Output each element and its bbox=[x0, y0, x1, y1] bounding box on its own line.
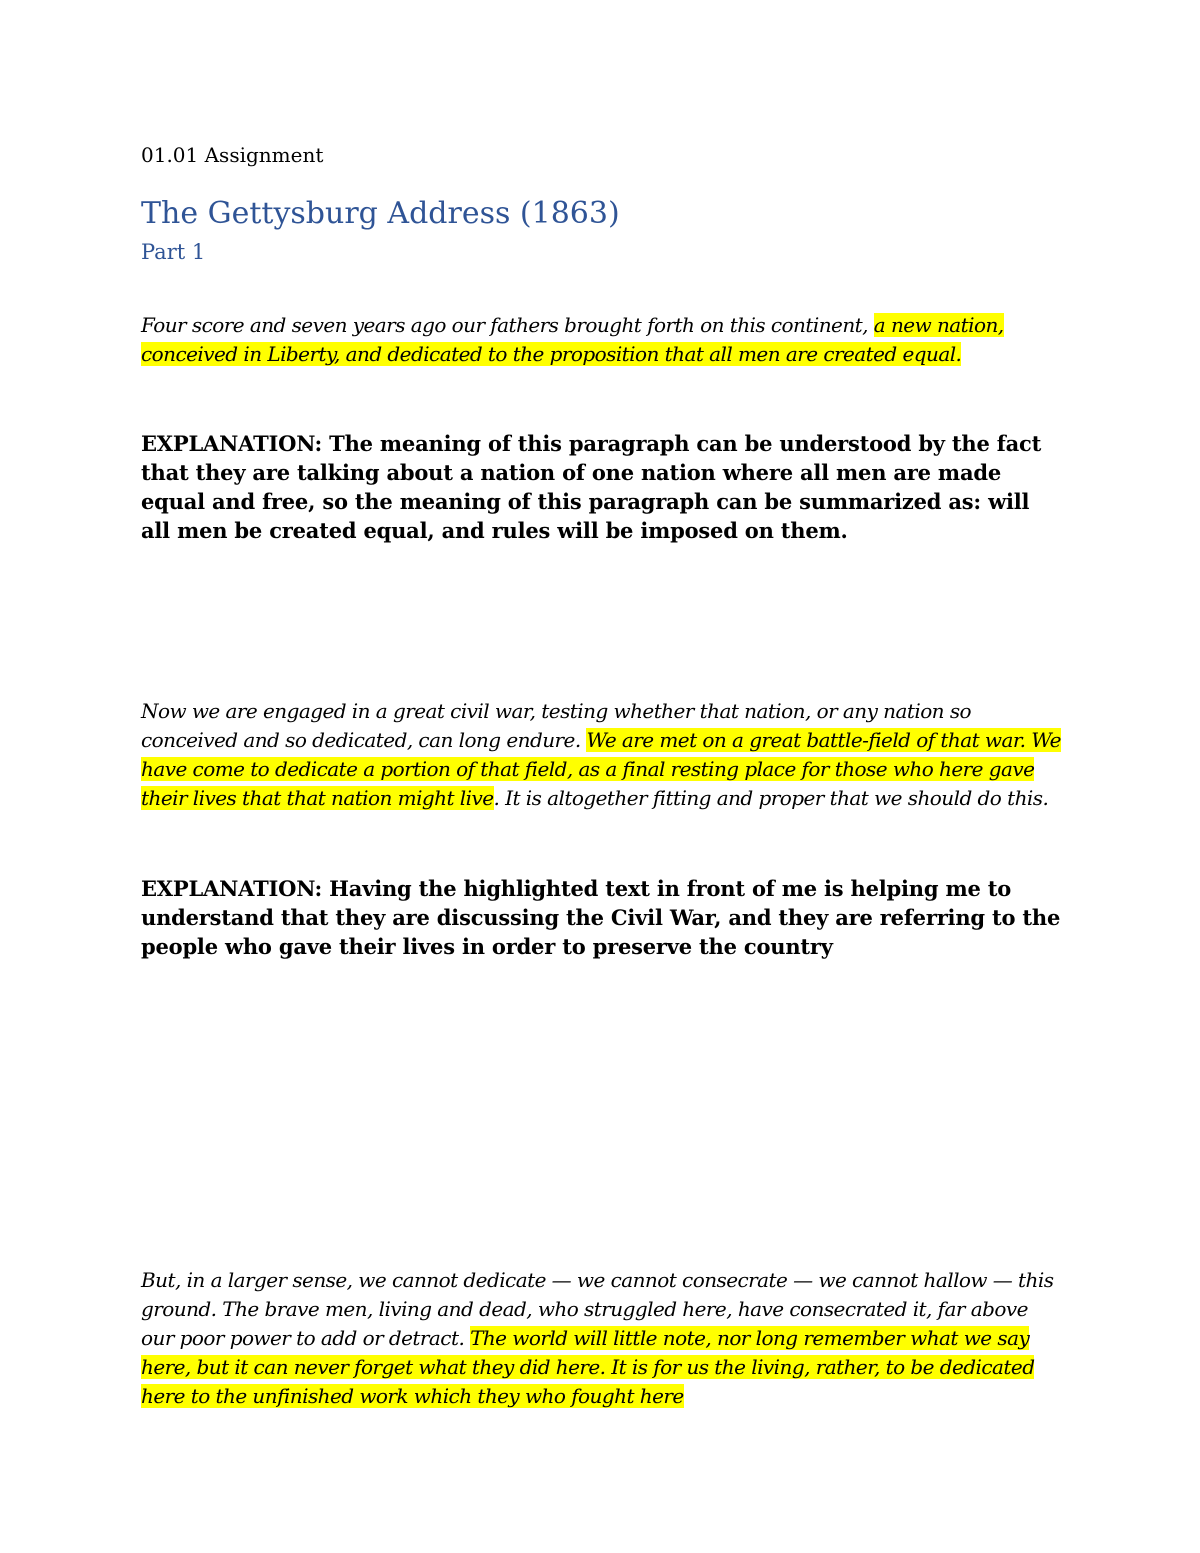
quote-paragraph-2 bbox=[141, 697, 1061, 813]
quote-text: Four score and seven years ago our fathers brought forth on this continent, bbox=[141, 313, 874, 337]
quote-text: . It is altogether fitting and proper that we should do this. bbox=[493, 786, 1049, 810]
explanation-paragraph-1: EXPLANATION: The meaning of this paragraph can be understood by the fact that they are talking about a nation of one nation where all men are made equal and free, so the meaning of this paragraph can be summarized as: will all men be created equal, and rules will be imposed on them. bbox=[141, 431, 1042, 543]
quote-paragraph-1 bbox=[141, 311, 1061, 369]
quote-text: Now we are engaged in a great civil war, testing whether that nation, or any nation so conceived and so dedicated, can long endure. bbox=[141, 699, 972, 752]
document-subtitle: Part 1 bbox=[141, 240, 206, 264]
highlighted-text: We are met on a great battle-field of that war. We have come to dedicate a portion of that field, as a final resting place for those who here gave their lives that that nation might live bbox=[141, 728, 1061, 810]
document-page bbox=[141, 0, 1061, 1553]
explanation-paragraph-2: EXPLANATION: Having the highlighted text in front of me is helping me to understand that they are discussing the Civil War, and they are referring to the people who gave their lives in order to preserve the country bbox=[141, 876, 1061, 959]
highlighted-text: The world will little note, nor long remember what we say here, but it can never forget what they did here. It is for us the living, rather, to be dedicated here to the unfinished work which they who fought here bbox=[141, 1326, 1035, 1408]
document-title: The Gettysburg Address (1863) bbox=[141, 196, 620, 231]
assignment-label: 01.01 Assignment bbox=[141, 143, 324, 167]
quote-text: But, in a larger sense, we cannot dedicate — we cannot consecrate — we cannot hallow — this ground. The brave men, living and dead, who struggled here, have consecrated it, far above our poor power to add or detract. bbox=[141, 1268, 1054, 1350]
quote-paragraph-3 bbox=[141, 1266, 1061, 1411]
highlighted-text: a new nation, conceived in Liberty, and dedicated to the proposition that all men are created equal. bbox=[141, 313, 1004, 366]
